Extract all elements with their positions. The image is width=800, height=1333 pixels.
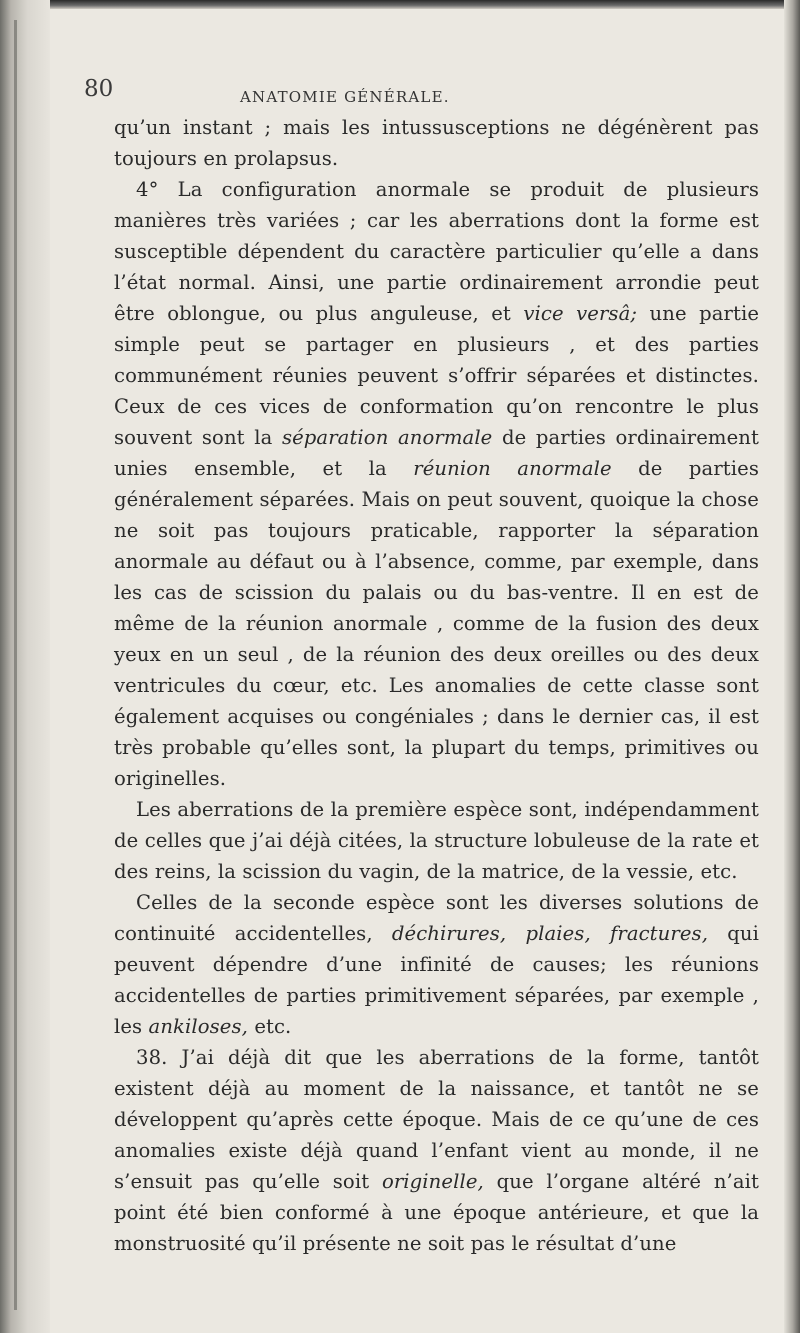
text-run: 38. J’ai déjà dit que les aberrations de la forme, tantôt existent déjà au moment de la naissance, et tantôt ne se développent qu’après cette époque. Mais de ce qu’une de ces anomalies existe déjà quand l’enfant vient au monde, il ne s’ensuit pas qu’elle soit xyxy=(114,1046,759,1193)
italic-run: réunion anormale xyxy=(413,457,612,480)
italic-run: vice versâ; xyxy=(523,302,638,325)
text-run: une partie simple peut se partager en plusieurs , et des parties communément réunies peuvent s’offrir séparées et distinctes. Ceux de ces vices de conformation qu’on rencontre le plus souvent sont la xyxy=(114,302,760,449)
paragraph xyxy=(114,174,759,794)
italic-run: séparation anormale xyxy=(281,426,493,449)
text-run: qui peuvent dépendre d’une infinité de causes; les réunions accidentelles de parties primitivement séparées, par exemple , les xyxy=(114,922,759,1038)
text-run: etc. xyxy=(247,1015,292,1038)
text-run: de parties généralement séparées. Mais on peut souvent, quoique la chose ne soit pas toujours praticable, rapporter la séparation anormale au défaut ou à l’absence, comme, par exemple, dans les cas de scission du palais ou du bas-ventre. Il en est de même de la réunion anormale , comme de la fusion des deux yeux en un seul , de la réunion des deux oreilles ou des deux ventricules du cœur, etc. Les anomalies de cette classe sont également acquises ou congéniales ; dans le dernier cas, il est très probable qu’elles sont, la plupart du temps, primitives ou originelles. xyxy=(114,457,759,790)
paragraph xyxy=(114,1042,759,1259)
paragraph xyxy=(114,794,759,887)
text-run: Les aberrations de la première espèce sont, indépendamment de celles que j’ai déjà citées, la structure lobuleuse de la rate et des reins, la scission du vagin, de la matrice, de la vessie, etc. xyxy=(114,798,759,883)
gutter-crease xyxy=(14,20,17,1310)
text-run: Celles de la seconde espèce sont les diverses solutions de continuité accidentelles, xyxy=(114,891,759,945)
text-run: que l’organe altéré n’ait point été bien conformé à une époque antérieure, et que la monstruosité qu’il présente ne soit pas le résultat d’une xyxy=(114,1170,759,1255)
italic-run: originelle, xyxy=(381,1170,484,1193)
paragraph xyxy=(114,887,759,1042)
right-page-edge xyxy=(784,0,800,1333)
book-page xyxy=(62,72,784,1259)
italic-run: ankiloses, xyxy=(148,1015,248,1038)
running-title: ANATOMIE GÉNÉRALE. xyxy=(240,88,450,106)
top-binding-edge xyxy=(0,0,800,9)
italic-run: déchirures, plaies, fractures, xyxy=(391,922,709,945)
text-run: de parties ordinairement unies ensemble, et la xyxy=(114,426,759,480)
text-run: qu’un instant ; mais les intussusceptions ne dégénèrent pas toujours en prolapsus. xyxy=(114,116,759,170)
body-text xyxy=(114,112,759,1259)
left-gutter-shadow xyxy=(0,0,50,1333)
page-number: 80 xyxy=(84,76,114,102)
running-head xyxy=(62,72,784,112)
paragraph xyxy=(114,112,759,174)
text-run: 4° La configuration anormale se produit de plusieurs manières très variées ; car les aberrations dont la forme est susceptible dépendent du caractère particulier qu’elle a dans l’état normal. Ainsi, une partie ordinairement arrondie peut être oblongue, ou plus anguleuse, et xyxy=(114,178,759,325)
